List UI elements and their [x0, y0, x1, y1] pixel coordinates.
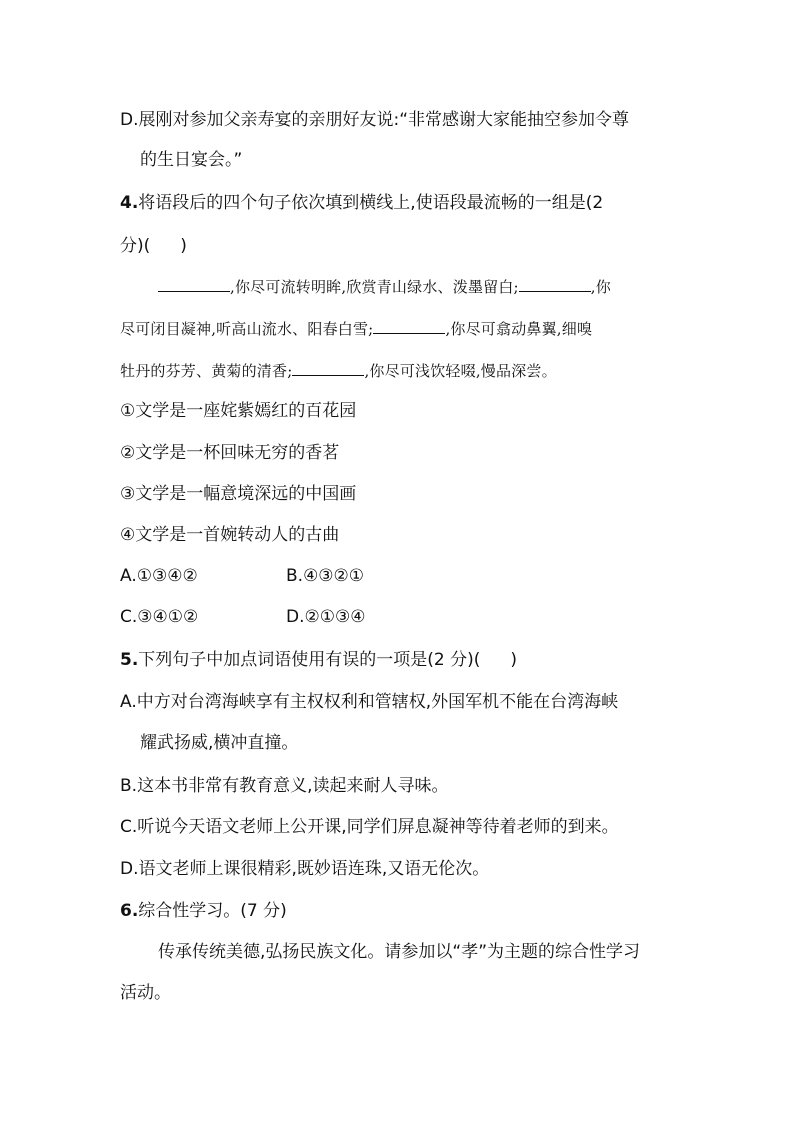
q4-passage-line3 [120, 361, 678, 381]
q4-passage-line2 [120, 319, 678, 339]
fill-blank-4 [292, 361, 364, 376]
q5-option-d: D.语文老师上课很精彩,既妙语连珠,又语无伦次。 [120, 859, 490, 879]
q4-option-d: D.②①③④ [286, 607, 366, 627]
q4-sentence-4: ④文学是一首婉转动人的古曲 [120, 525, 340, 545]
q4-stem-text: 将语段后的四个句子依次填到横线上,使语段最流畅的一组是(2 [138, 193, 604, 213]
q5-number: 5. [120, 650, 139, 670]
q4-option-c: C.③④①② [120, 607, 199, 627]
q4-stem-line2 [120, 236, 678, 256]
q5-option-c: C.听说今天语文老师上公开课,同学们屏息凝神等待着老师的到来。 [120, 817, 619, 837]
q4-sentence-1: ①文学是一座姹紫嫣红的百花园 [120, 401, 357, 421]
q4-stem-score: 分)( [120, 236, 151, 256]
q4-stem-line1 [120, 193, 678, 213]
passage-text: ,你 [590, 278, 611, 296]
q4-sentence-2: ②文学是一杯回味无穷的香茗 [120, 443, 340, 463]
q6-intro-line2: 活动。 [120, 983, 171, 1003]
q4-options-row1 [120, 566, 678, 586]
q5-option-a-line1: A.中方对台湾海峡享有主权权利和管辖权,外国军机不能在台湾海峡 [120, 692, 619, 712]
q3-option-d-line2: 的生日宴会。” [140, 150, 243, 170]
q4-option-a: A.①③④② [120, 566, 198, 586]
q5-stem-close: ) [510, 650, 518, 670]
fill-blank-2 [519, 277, 591, 292]
q3-option-d-line1: D.展刚对参加父亲寿宴的亲朋好友说:“非常感谢大家能抽空参加令尊 [120, 110, 630, 130]
fill-blank-1 [158, 277, 230, 292]
passage-text: ,你尽可翕动鼻翼,细嗅 [445, 320, 593, 338]
q5-stem [120, 650, 678, 670]
passage-text: ,你尽可流转明眸,欣赏青山绿水、泼墨留白; [230, 278, 519, 296]
passage-text: 尽可闭目凝神,听高山流水、阳春白雪; [120, 320, 374, 338]
passage-text: ,你尽可浅饮轻啜,慢品深尝。 [364, 362, 557, 380]
q6-stem [120, 901, 678, 921]
q6-intro-line1: 传承传统美德,弘扬民族文化。请参加以“孝”为主题的综合性学习 [158, 942, 641, 962]
q4-option-b: B.④③②① [286, 566, 365, 586]
q4-options-row2 [120, 607, 678, 627]
fill-blank-3 [373, 319, 445, 334]
q4-number: 4. [120, 193, 139, 213]
q4-passage-line1 [158, 277, 678, 297]
q5-option-a-line2: 耀武扬威,横冲直撞。 [140, 733, 299, 753]
q6-number: 6. [120, 901, 139, 921]
q4-stem-close: ) [180, 236, 187, 256]
q4-sentence-3: ③文学是一幅意境深远的中国画 [120, 484, 357, 504]
passage-text: 牡丹的芬芳、黄菊的清香; [120, 362, 293, 380]
q5-stem-text: 下列句子中加点词语使用有误的一项是(2 分)( [138, 650, 481, 670]
q6-stem-text: 综合性学习。(7 分) [138, 901, 287, 921]
q5-option-b: B.这本书非常有教育意义,读起来耐人寻味。 [120, 776, 449, 796]
